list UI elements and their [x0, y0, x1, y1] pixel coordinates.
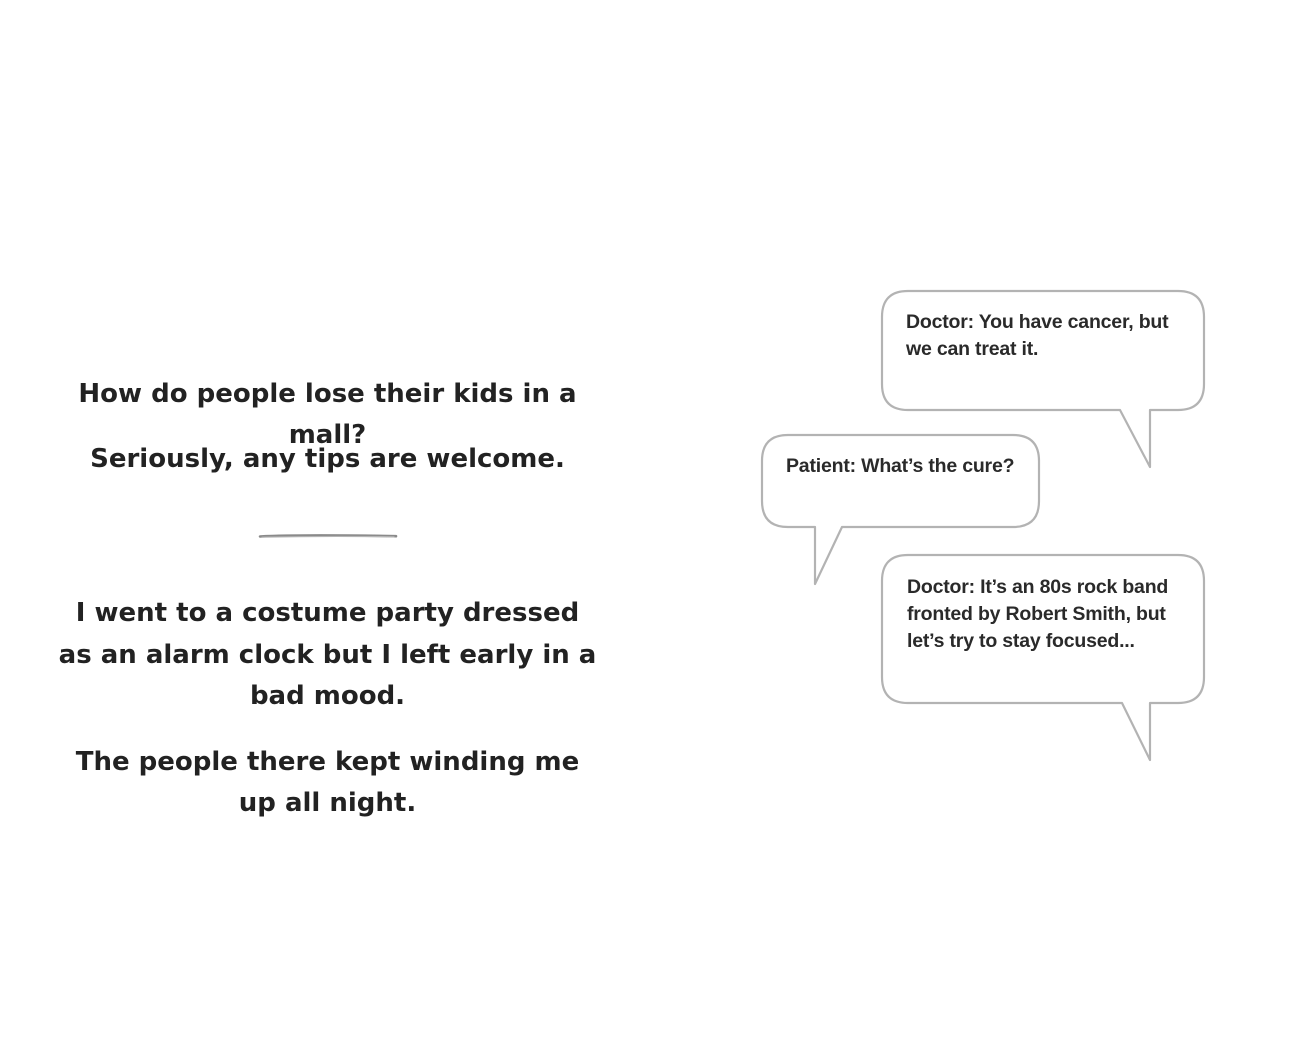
joke-1-question: How do people lose their kids in a mall?	[78, 379, 577, 450]
bubble-2-line-1: Patient: What’s the cure?	[786, 455, 1015, 477]
joke-2-setup-line-3: bad mood.	[249, 681, 406, 711]
joke-2-setup-line-2: as an alarm clock but I left early in a	[58, 640, 597, 670]
bubble-3-line-2: fronted by Robert Smith, but	[907, 603, 1166, 625]
joke-2-punch-line-1: The people there kept winding me	[75, 747, 580, 777]
joke-2-punch-line-2: up all night.	[238, 788, 417, 818]
bubble-3-line-3: let’s try to stay focused...	[907, 630, 1135, 652]
joke-2-setup-line-1: I went to a costume party dressed	[75, 598, 580, 628]
bubble-1-line-2: we can treat it.	[906, 338, 1039, 360]
bubble-3-line-1: Doctor: It’s an 80s rock band	[907, 576, 1169, 598]
joke-1-answer: Seriously, any tips are welcome.	[90, 444, 565, 474]
bubble-1-line-1: Doctor: You have cancer, but	[906, 311, 1169, 333]
